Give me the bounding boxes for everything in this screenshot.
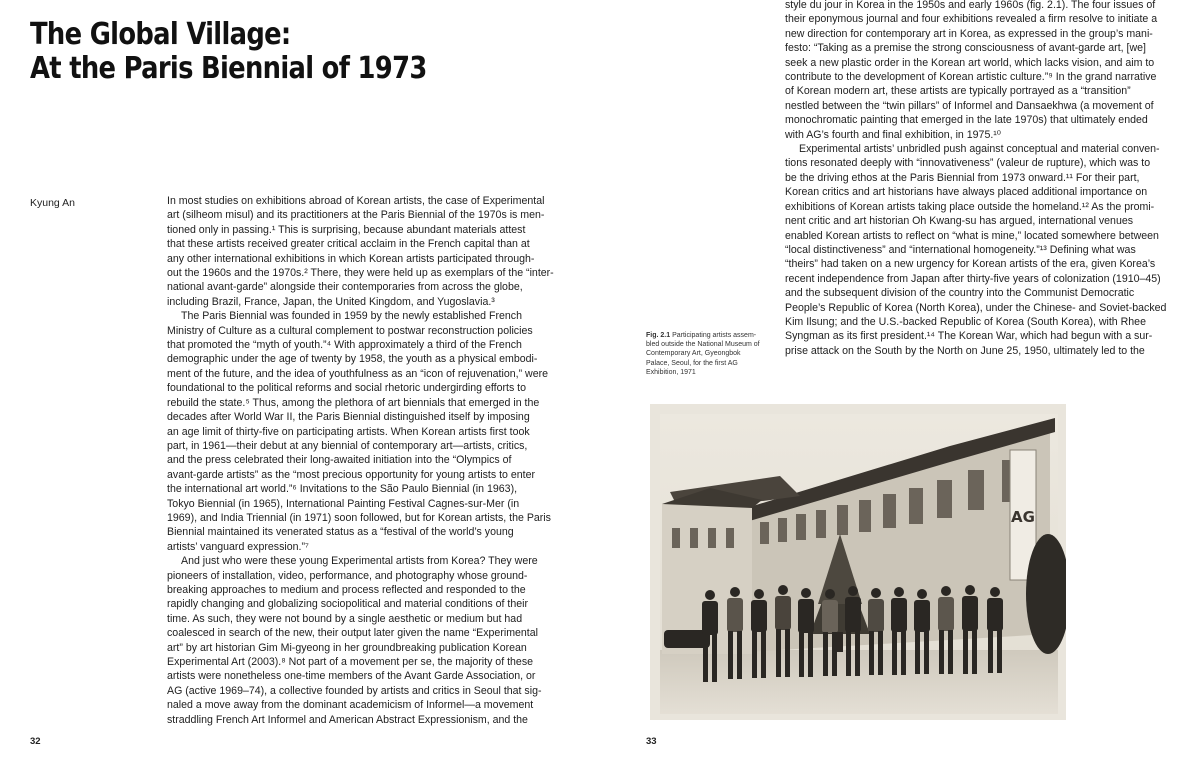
body-line: festo: “Taking as a premise the strong consciousness of avant-garde art, [we] xyxy=(785,42,1146,55)
body-line: straddling French Art Informel and American Abstract Expressionism, and the xyxy=(167,713,528,726)
body-line: And just who were these young Experimental artists from Korea? They were xyxy=(181,555,538,568)
body-line: Kim Ilsung; and the U.S.-backed Republic of Korea (South Korea), with Rhee xyxy=(785,315,1146,328)
body-line: that promoted the “myth of youth.”⁴ With approximately a third of the French xyxy=(167,339,522,352)
body-line: art (silheom misul) and its practitioners at the Paris Biennial of the 1970s is men- xyxy=(167,209,545,222)
chapter-title xyxy=(30,18,477,86)
chapter-title-line-2: At the Paris Biennial of 1973 xyxy=(30,51,427,86)
body-paragraph xyxy=(785,142,1180,358)
author-name: Kyung An xyxy=(30,197,75,209)
right-body-text xyxy=(785,0,1180,358)
body-line: Experimental Art (2003).⁸ Not part of a movement per se, the majority of these xyxy=(167,656,534,668)
caption-line: Palace, Seoul, for the first AG xyxy=(646,359,738,367)
body-line: time. As such, they were not bound by a single aesthetic or medium but had xyxy=(167,612,523,625)
body-line: tioned only in passing.¹ This is surprising, because abundant materials attest xyxy=(167,223,526,236)
body-line: People’s Republic of Korea (North Korea), under the Chinese- and Soviet-backed xyxy=(785,301,1167,314)
body-line: recent independence from Japan after thirty-five years of colonization (1910–45) xyxy=(785,272,1161,285)
body-line: coalesced in search of the new, their output later given the name “Experimental xyxy=(167,627,538,640)
banner-text: AG xyxy=(1011,508,1035,526)
body-line: AG (active 1969–74), a collective founded by artists and critics in Seoul that sig- xyxy=(167,684,542,697)
body-line: their eponymous journal and four exhibitions revealed a firm resolve to initiate a xyxy=(785,13,1158,26)
body-paragraph xyxy=(167,309,567,554)
body-line: style du jour in Korea in the 1950s and early 1960s (fig. 2.1). The four issues of xyxy=(785,0,1156,11)
body-line: monochromatic painting that emerged in the late 1970s) that ultimately ended xyxy=(785,114,1148,127)
body-line: rapidly changing and globalizing sociopolitical and material conditions of their xyxy=(167,598,528,611)
body-line: artists’ vanguard expression.”⁷ xyxy=(167,540,309,553)
body-line: artists were nonetheless one-time members of the Avant Garde Association, or xyxy=(167,670,536,683)
body-line: contribute to the development of Korean artistic culture.”⁹ In the grand narrative xyxy=(785,71,1157,84)
body-line: new direction for contemporary art in Korea, as expressed in the group’s mani- xyxy=(785,27,1153,40)
body-line: ment of the future, and the idea of youthfulness as an “icon of rejuvenation,” were xyxy=(167,367,549,380)
body-line: Syngman as its first president.¹⁴ The Korean War, which had begun with a sur- xyxy=(785,330,1153,343)
body-line: “theirs” had taken on a new urgency for Korean artists of the era, given Korea’s xyxy=(785,258,1156,271)
body-line: 1969), and India Triennial (in 1971) soon followed, but for Korean artists, the Paris xyxy=(167,511,551,524)
group-photo-illustration xyxy=(650,404,1066,720)
body-line: exhibitions of Korean artists taking place outside the homeland.¹² As the promi- xyxy=(785,200,1155,213)
chapter-title-line-1: The Global Village: xyxy=(30,17,291,52)
body-line: Biennial maintained its venerated status as a “festival of the world’s young xyxy=(167,526,514,539)
left-body-text xyxy=(167,194,567,727)
body-line: breaking approaches to medium and process reflected and responded to the xyxy=(167,583,526,596)
body-line: an age limit of thirty-five on participating artists. When Korean artists first took xyxy=(167,425,530,438)
body-paragraph xyxy=(785,0,1180,142)
body-line: be the driving ethos at the Paris Biennial from 1973 onward.¹¹ For their part, xyxy=(785,171,1140,184)
body-line: In most studies on exhibitions abroad of Korean artists, the case of Experimental xyxy=(167,195,545,207)
body-line: tions resonated deeply with “innovativeness” (valeur de rupture), which was to xyxy=(785,157,1151,170)
caption-line: bled outside the National Museum of xyxy=(646,341,760,349)
body-line: out the 1960s and the 1970s.² There, they were held up as exemplars of the “inter- xyxy=(167,267,554,280)
body-paragraph xyxy=(167,554,567,727)
body-line: naled a move away from the dominant academicism of Informel—a movement xyxy=(167,699,534,712)
body-line: any other international exhibitions in which Korean artists participated through- xyxy=(167,252,535,265)
body-line: rebuild the state.⁵ Thus, among the plethora of art biennials that emerged in the xyxy=(167,396,540,409)
body-line: of Korean modern art, these artists are typically portrayed as a “transition” xyxy=(785,85,1131,98)
body-line: part, in 1961—their debut at any biennial of contemporary art—artists, critics, xyxy=(167,439,528,452)
body-line: The Paris Biennial was founded in 1959 by the newly established French xyxy=(181,310,522,323)
body-line: that these artists received greater critical acclaim in the French capital than at xyxy=(167,238,530,251)
body-line: prise attack on the South by the North on June 25, 1950, ultimately led to the xyxy=(785,344,1145,357)
caption-line: Participating artists assem- xyxy=(672,332,757,339)
body-line: Experimental artists’ unbridled push against conceptual and material conven- xyxy=(799,143,1160,156)
figure-caption xyxy=(646,331,770,377)
body-line: art” by art historian Gim Mi-gyeong in her groundbreaking publication Korean xyxy=(167,641,527,654)
body-line: Ministry of Culture as a cultural complement to postwar reconstruction policies xyxy=(167,324,533,337)
body-line: pioneers of installation, video, performance, and photography whose ground- xyxy=(167,569,528,582)
body-line: seek a new plastic order in the Korean art world, which lacks vision, and aim to xyxy=(785,56,1155,69)
body-line: demographic under the age of twenty by 1958, the youth as a physical embodi- xyxy=(167,353,538,366)
body-line: decades after World War II, the Paris Biennial distinguished itself by imposing xyxy=(167,411,530,424)
caption-line: Exhibition, 1971 xyxy=(646,368,696,376)
body-line: foundational to the political reforms and social rhetoric undergirding efforts to xyxy=(167,382,527,395)
body-line: and the press celebrated their long-awaited initiation into the “Olympics of xyxy=(167,454,512,467)
figure-label: Fig. 2.1 xyxy=(646,332,671,339)
body-line: national avant-garde” alongside their contemporaries from across the globe, xyxy=(167,281,523,294)
body-line: and the subsequent division of the country into the Communist Democratic xyxy=(785,287,1135,300)
body-line: enabled Korean artists to reflect on “what is mine,” located somewhere between xyxy=(785,229,1159,242)
body-line: avant-garde artists” as the “most precious opportunity for young artists to enter xyxy=(167,468,536,481)
body-line: with AG’s fourth and final exhibition, in 1975.¹⁰ xyxy=(785,128,1002,141)
body-line: nestled between the “twin pillars” of Informel and Dansaekhwa (a movement of xyxy=(785,99,1154,112)
figure-photo xyxy=(650,404,1066,720)
page-number-right: 33 xyxy=(646,736,657,747)
body-line: “local distinctiveness” and “international homogeneity.”¹³ Defining what was xyxy=(785,243,1136,256)
body-line: nent critic and art historian Oh Kwang-su has argued, international venues xyxy=(785,215,1134,228)
caption-line: Contemporary Art, Gyeongbok xyxy=(646,350,741,358)
body-line: Korean critics and art historians have always placed additional importance on xyxy=(785,186,1148,199)
page-number-left: 32 xyxy=(30,736,41,747)
body-line: Tokyo Biennial (in 1965), International Painting Festival Cagnes-sur-Mer (in xyxy=(167,497,520,510)
body-line: the international art world.”⁶ Invitations to the São Paulo Biennial (in 1963), xyxy=(167,483,518,496)
right-page xyxy=(600,0,1200,771)
body-line: including Brazil, France, Japan, the United Kingdom, and Yugoslavia.³ xyxy=(167,295,495,308)
body-paragraph xyxy=(167,194,567,309)
